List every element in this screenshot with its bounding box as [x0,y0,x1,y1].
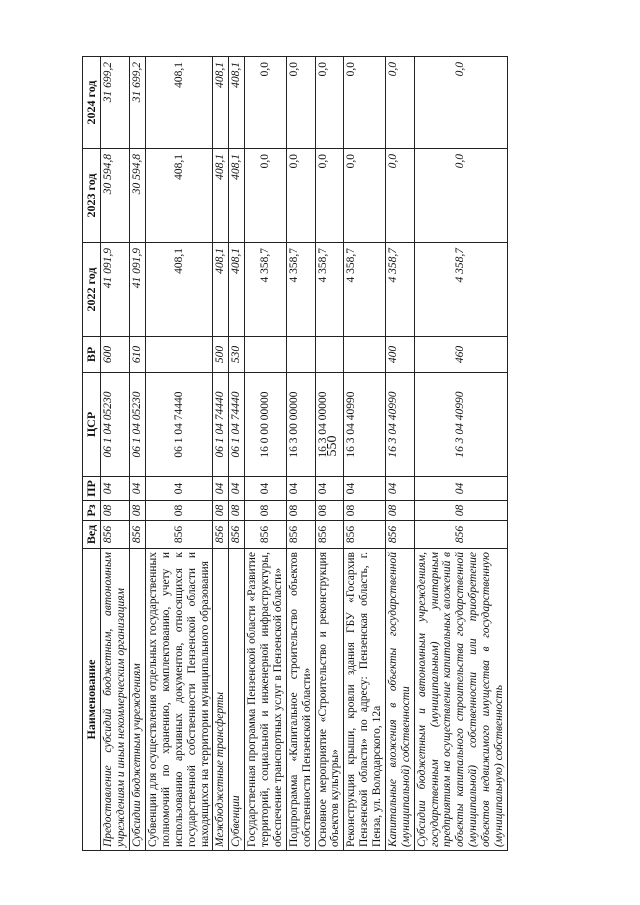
cell-ved: 856 [229,521,245,549]
cell-vr: 460 [414,337,507,373]
cell-y2024: 0,0 [414,57,507,149]
cell-rz: 08 [213,501,229,521]
cell-pr: 04 [414,477,507,501]
cell-rz: 08 [245,501,287,521]
cell-ved: 856 [245,521,287,549]
cell-pr: 04 [130,477,146,501]
cell-csr: 06 1 04 74440 [229,373,245,477]
cell-y2024: 31 699,2 [130,57,146,149]
cell-pr: 04 [385,477,414,501]
cell-pr: 04 [213,477,229,501]
cell-name: Субвенции [229,549,245,851]
page-number: 550 [325,435,340,457]
cell-name: Основное мероприятие «Строительство и реконструкция объектов культуры» [315,549,344,851]
cell-vr [315,337,344,373]
cell-csr: 16 3 04 40990 [344,373,386,477]
cell-name: Реконструкция крыши, кровли здания ГБУ «Госархив Пензенской области» по адресу: Пензенская область, г. Пенза, ул. Володарского, 12а [344,549,386,851]
cell-csr: 16 3 04 00000 [315,373,344,477]
budget-table [82,56,508,851]
cell-vr [245,337,287,373]
header-csr: ЦСР [83,373,101,477]
cell-rz: 08 [229,501,245,521]
cell-y2022: 408,1 [213,243,229,337]
cell-csr: 06 1 04 74440 [213,373,229,477]
table-row [245,57,287,851]
table-row [414,57,507,851]
table-row [213,57,229,851]
cell-ved: 856 [344,521,386,549]
cell-y2022: 41 091,9 [101,243,130,337]
table-row [146,57,213,851]
cell-y2024: 0,0 [245,57,287,149]
cell-name: Предоставление субсидий бюджетным, автономным учреждениям и иным некоммерческим организациям [101,549,130,851]
table-row [315,57,344,851]
header-2022: 2022 год [83,243,101,337]
cell-csr: 06 1 04 74440 [146,373,213,477]
cell-ved: 856 [146,521,213,549]
cell-y2024: 408,1 [146,57,213,149]
cell-y2024: 408,1 [213,57,229,149]
cell-y2022: 4 358,7 [286,243,315,337]
cell-ved: 856 [101,521,130,549]
cell-ved: 856 [385,521,414,549]
cell-y2023: 30 594,8 [130,149,146,243]
cell-y2022: 408,1 [146,243,213,337]
cell-vr [146,337,213,373]
cell-vr: 400 [385,337,414,373]
cell-csr: 16 0 00 00000 [245,373,287,477]
table-header-row [83,57,101,851]
cell-rz: 08 [414,501,507,521]
cell-y2022: 41 091,9 [130,243,146,337]
cell-y2022: 4 358,7 [414,243,507,337]
cell-pr: 04 [344,477,386,501]
header-name: Наименование [83,549,101,851]
cell-csr: 16 3 04 40990 [414,373,507,477]
cell-name: Субсидии бюджетным учреждениям [130,549,146,851]
cell-name: Субвенции для осуществления отдельных государственных полномочий по хранению, комплектованию, учету и использованию архивных документов, относящихся к государственной собственности Пензенской области и находящихся на территории муниципального образования [146,549,213,851]
cell-y2023: 0,0 [414,149,507,243]
cell-ved: 856 [286,521,315,549]
cell-y2022: 408,1 [229,243,245,337]
cell-vr: 610 [130,337,146,373]
header-vr: ВР [83,337,101,373]
cell-vr [344,337,386,373]
cell-vr: 600 [101,337,130,373]
cell-ved: 856 [414,521,507,549]
header-2024: 2024 год [83,57,101,149]
table-row [286,57,315,851]
cell-y2024: 0,0 [385,57,414,149]
cell-y2024: 31 699,2 [101,57,130,149]
cell-name: Субсидии бюджетным и автономным учреждениям, государственным (муниципальным) унитарным предприятиям на осуществление капитальных вложений в объекты капитального строительства государственной (муниципальной) собственности или приобретение объектов недвижимого имущества в государственную (муниципальную) собственность [414,549,507,851]
table-row [130,57,146,851]
cell-rz: 08 [315,501,344,521]
header-rz: Рз [83,501,101,521]
cell-y2023: 0,0 [245,149,287,243]
cell-csr: 06 1 04 05230 [130,373,146,477]
cell-vr: 530 [229,337,245,373]
cell-rz: 08 [286,501,315,521]
cell-y2023: 408,1 [229,149,245,243]
cell-y2024: 0,0 [286,57,315,149]
cell-csr: 16 3 04 40990 [385,373,414,477]
cell-pr: 04 [101,477,130,501]
cell-vr: 500 [213,337,229,373]
header-ved: Вед [83,521,101,549]
cell-pr: 04 [286,477,315,501]
header-pr: ПР [83,477,101,501]
cell-y2023: 0,0 [286,149,315,243]
cell-y2022: 4 358,7 [315,243,344,337]
cell-y2022: 4 358,7 [245,243,287,337]
table-row [385,57,414,851]
cell-y2023: 30 594,8 [101,149,130,243]
table-row [344,57,386,851]
header-2023: 2023 год [83,149,101,243]
cell-y2023: 408,1 [213,149,229,243]
budget-table-sheet [82,57,524,851]
cell-csr: 06 1 04 05230 [101,373,130,477]
cell-pr: 04 [245,477,287,501]
cell-name: Капитальные вложения в объекты государственной (муниципальной) собственности [385,549,414,851]
cell-name: Подпрограмма «Капитальное строительство объектов собственности Пензенской области» [286,549,315,851]
cell-pr: 04 [229,477,245,501]
cell-y2022: 4 358,7 [385,243,414,337]
cell-rz: 08 [146,501,213,521]
cell-name: Государственная программа Пензенской области «Развитие территорий, социальной и инженерной инфраструктуры, обеспечение транспортных услуг в Пензенской области» [245,549,287,851]
cell-ved: 856 [130,521,146,549]
cell-rz: 08 [101,501,130,521]
cell-csr: 16 3 00 00000 [286,373,315,477]
cell-rz: 08 [344,501,386,521]
cell-pr: 04 [146,477,213,501]
cell-y2023: 0,0 [315,149,344,243]
cell-vr [286,337,315,373]
cell-ved: 856 [315,521,344,549]
cell-y2023: 408,1 [146,149,213,243]
cell-name: Межбюджетные трансферты [213,549,229,851]
cell-y2024: 408,1 [229,57,245,149]
cell-y2024: 0,0 [315,57,344,149]
cell-y2022: 4 358,7 [344,243,386,337]
cell-y2023: 0,0 [344,149,386,243]
table-row [229,57,245,851]
cell-pr: 04 [315,477,344,501]
cell-rz: 08 [385,501,414,521]
cell-ved: 856 [213,521,229,549]
cell-y2023: 0,0 [385,149,414,243]
cell-y2024: 0,0 [344,57,386,149]
cell-rz: 08 [130,501,146,521]
table-row [101,57,130,851]
